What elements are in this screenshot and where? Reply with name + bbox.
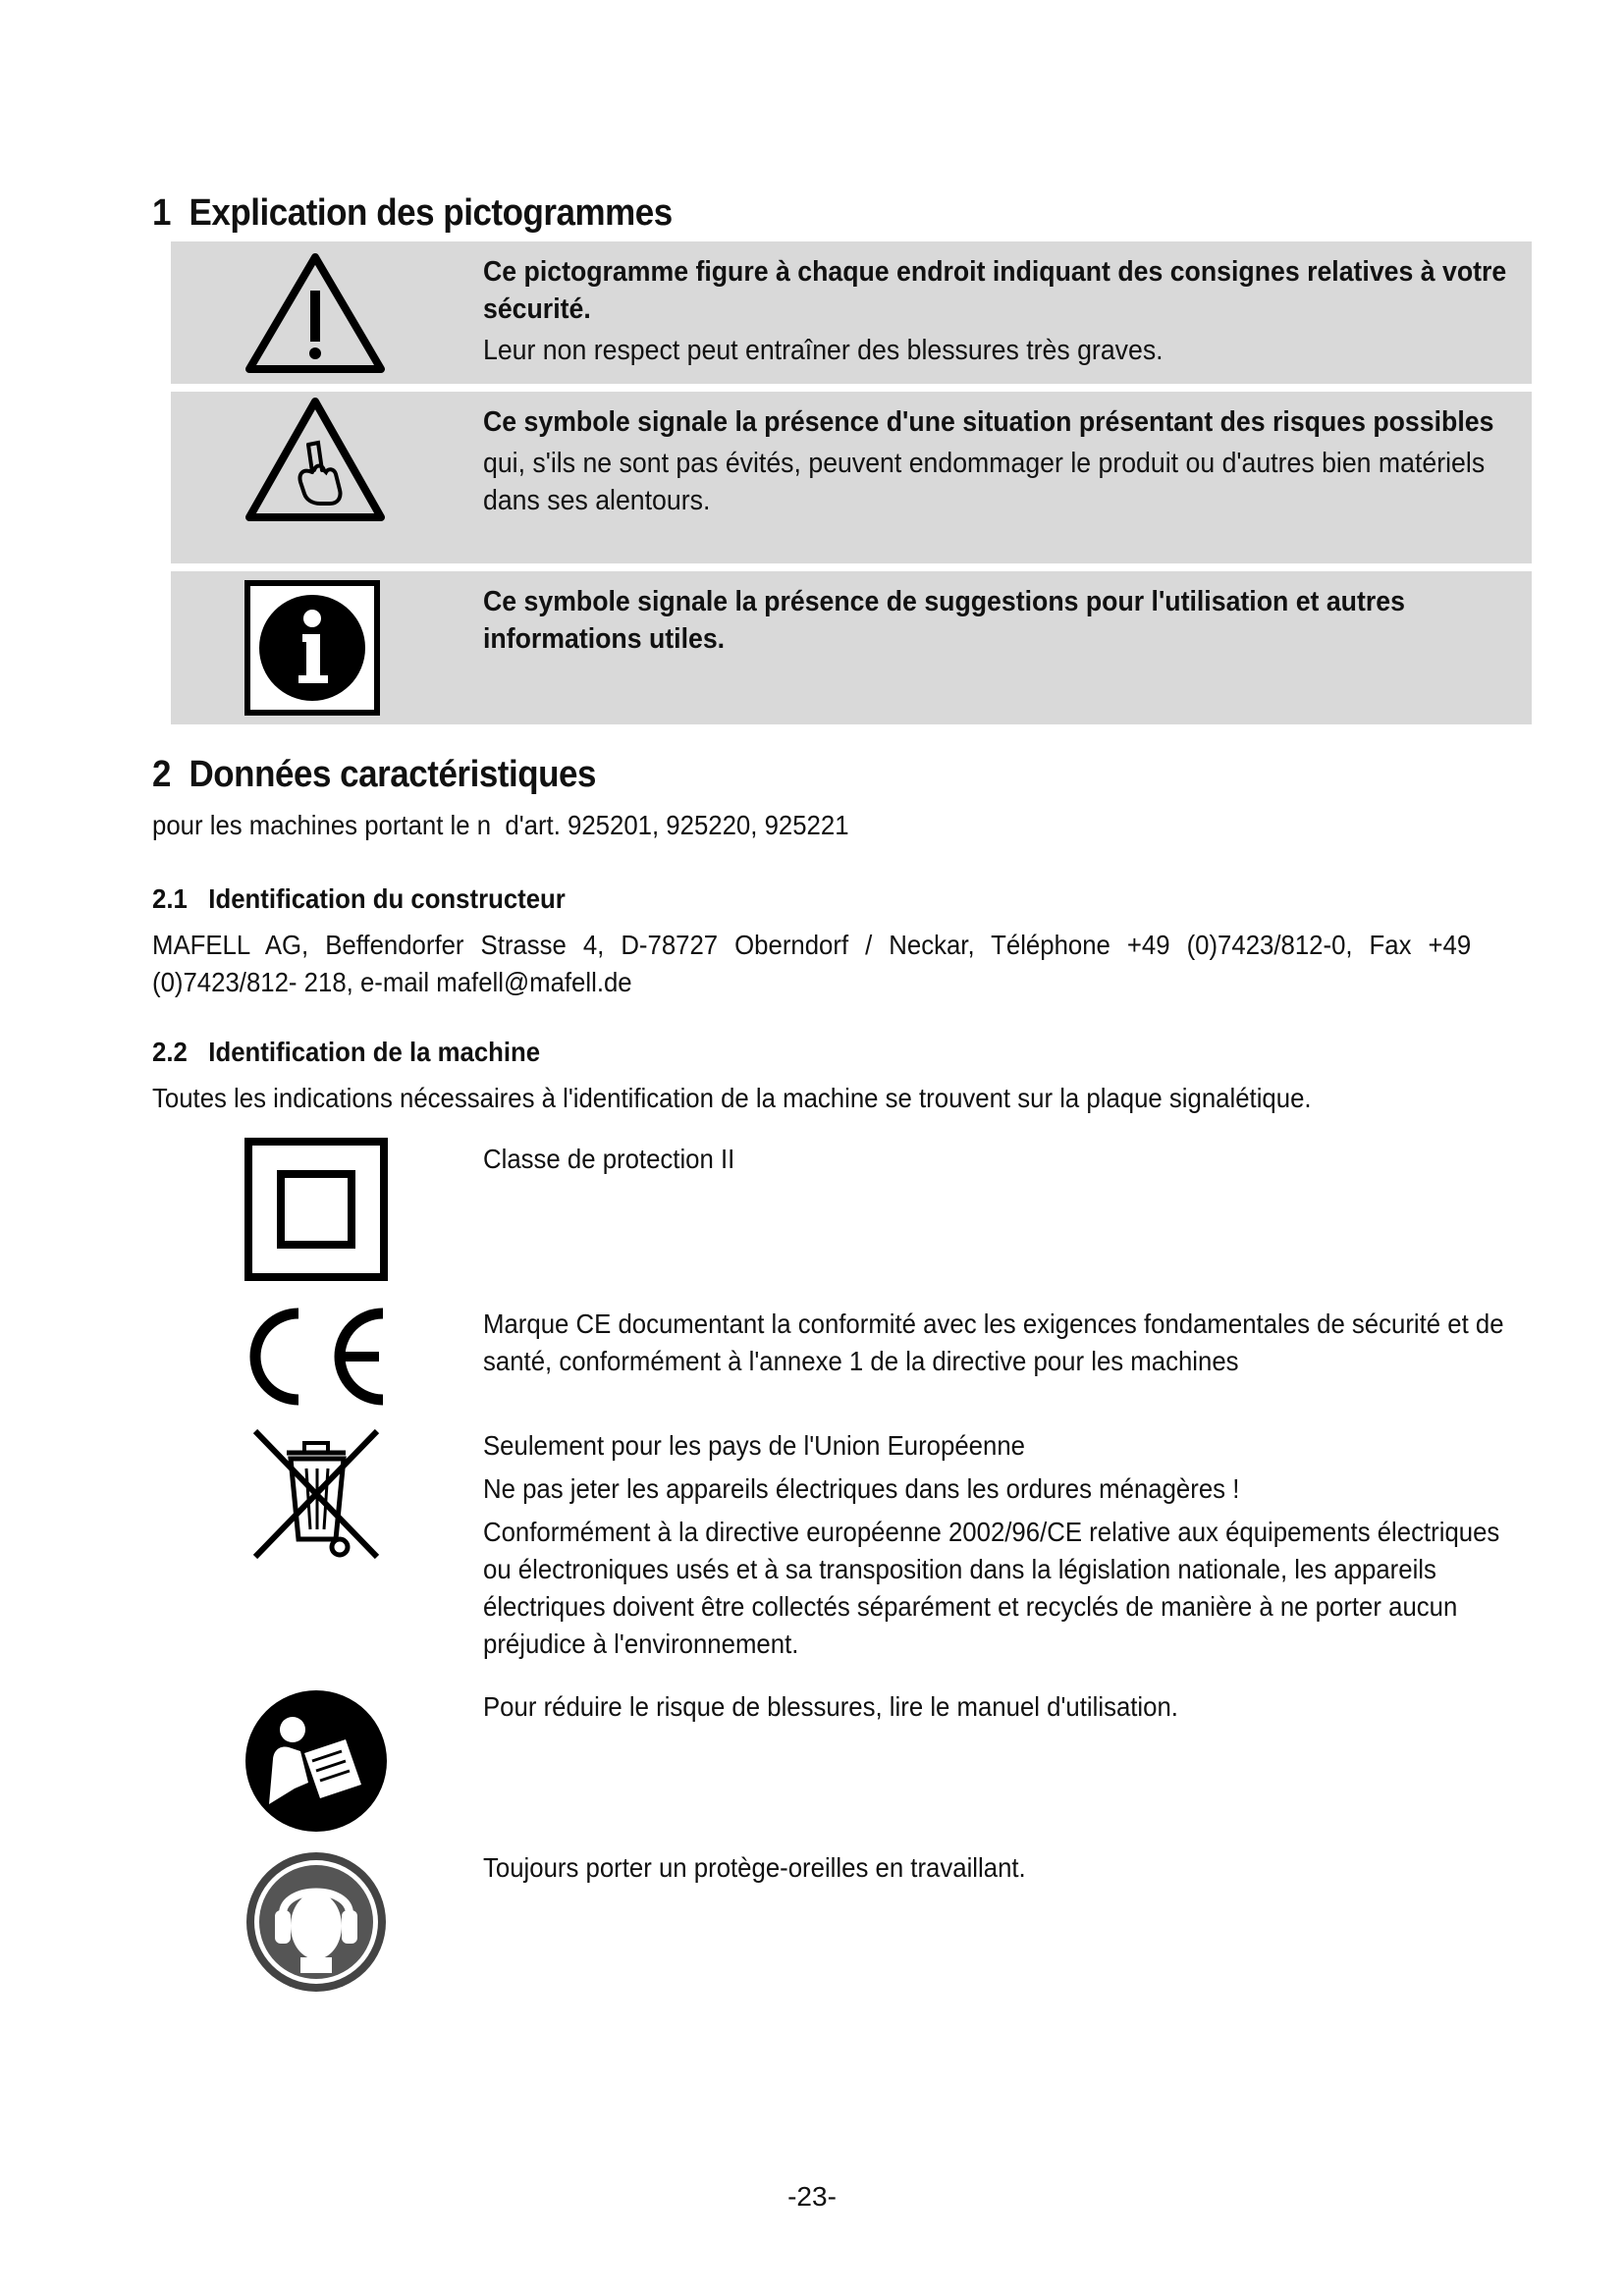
symbol-line: Classe de protection II: [483, 1144, 735, 1174]
symbol-line: Toujours porter un protège-oreilles en travaillant.: [483, 1852, 1026, 1883]
page-number: -23-: [787, 2181, 837, 2212]
symbol-line: Seulement pour les pays de l'Union Européenne: [483, 1430, 1025, 1461]
section-1-heading: [152, 192, 673, 235]
machine-identification-text: Toutes les indications nécessaires à l'identification de la machine se trouvent sur la plaque signalétique.: [152, 1083, 1312, 1113]
section-1-number: 1: [152, 192, 171, 234]
section-2-title: Données caractéristiques: [189, 754, 596, 795]
pictogram-row-caution: [171, 392, 1532, 563]
read-manual-icon: [244, 1688, 389, 1839]
warning-bold-text: Ce pictogramme figure à chaque endroit indiquant des consignes relatives à votre sécurité.: [483, 256, 1507, 325]
pictogram-row-info: [171, 571, 1532, 724]
symbol-line: Conformément à la directive européenne 2002/96/CE relative aux équipements électriques ou électroniques usés et à sa transposition dans la législation nationale, les appareils électriques doivent être collectés séparément et recyclés de manière à ne porter aucun préjudice à l'environnement.: [483, 1517, 1500, 1659]
subsection-2-2-heading: [152, 1037, 540, 1068]
symbol-line: Marque CE documentant la conformité avec les exigences fondamentales de sécurité et de santé, conformément à l'annexe 1 de la directive pour les machines: [483, 1308, 1504, 1376]
symbol-text-protection: [483, 1141, 1514, 1184]
symbol-text-ear: [483, 1849, 1514, 1893]
crossed-out-bin-icon: [247, 1423, 385, 1570]
symbol-text-manual: [483, 1688, 1514, 1732]
section-2-intro: pour les machines portant le n d'art. 925201, 925220, 925221: [152, 810, 849, 840]
section-2-heading: [152, 754, 596, 796]
ce-mark-icon: [244, 1306, 391, 1413]
information-icon: [244, 579, 381, 721]
protection-class-ii-icon: [244, 1137, 389, 1287]
ear-protection-icon: [244, 1849, 389, 2000]
subsection-2-1-number: 2.1: [152, 883, 188, 914]
symbol-text-weee: [483, 1427, 1514, 1669]
symbol-line: Ne pas jeter les appareils électriques dans les ordures ménagères !: [483, 1473, 1240, 1504]
section-2-number: 2: [152, 754, 171, 795]
symbol-text-ce: [483, 1306, 1514, 1386]
caution-hand-triangle-icon: [244, 396, 387, 528]
warning-triangle-icon: [244, 251, 387, 380]
subsection-2-2-title: Identification de la machine: [208, 1037, 541, 1067]
subsection-2-2-number: 2.2: [152, 1037, 188, 1067]
caution-normal-text: qui, s'ils ne sont pas évités, peuvent endommager le produit ou d'autres bien matériels dans ses alentours.: [483, 448, 1486, 516]
subsection-2-1-heading: [152, 883, 566, 915]
info-bold-text: Ce symbole signale la présence de suggestions pour l'utilisation et autres informations utiles.: [483, 586, 1405, 655]
symbol-line: Pour réduire le risque de blessures, lire le manuel d'utilisation.: [483, 1691, 1178, 1722]
caution-bold-text: Ce symbole signale la présence d'une situation présentant des risques possibles: [483, 406, 1494, 438]
manufacturer-text: MAFELL AG, Beffendorfer Strasse 4, D-78727 Oberndorf / Neckar, Téléphone +49 (0)7423/812-0, Fax +49 (0)7423/812- 218, e-mail mafell@mafell.de: [152, 930, 1472, 997]
pictogram-row-warning: [171, 241, 1532, 384]
subsection-2-1-title: Identification du constructeur: [208, 883, 566, 914]
warning-normal-text: Leur non respect peut entraîner des blessures très graves.: [483, 335, 1164, 366]
section-1-title: Explication des pictogrammes: [189, 192, 673, 234]
